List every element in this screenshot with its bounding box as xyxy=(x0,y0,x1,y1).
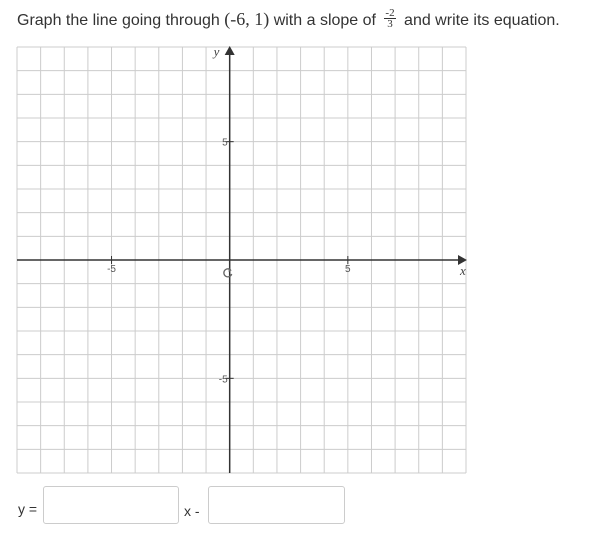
y-equals-label: y = xyxy=(18,501,38,517)
intercept-input[interactable] xyxy=(208,486,345,524)
prompt-text-after: and write its equation. xyxy=(399,12,560,29)
y-tick-label: -5 xyxy=(218,374,228,386)
x-axis-label: x xyxy=(460,263,466,278)
axes xyxy=(17,46,467,473)
slope-numerator: -2 xyxy=(385,7,395,20)
x-tick-label: 5 xyxy=(345,264,351,275)
y-axis-label: y xyxy=(213,44,220,59)
prompt-text-middle: with a slope of xyxy=(269,12,381,29)
reset-origin-icon[interactable] xyxy=(224,268,232,277)
y-tick-label: 5 xyxy=(222,137,228,149)
tick-labels xyxy=(107,44,466,385)
slope-input[interactable] xyxy=(43,486,179,524)
slope-denominator: 3 xyxy=(387,18,393,31)
x-minus-label: x - xyxy=(184,503,200,519)
prompt-text-before: Graph the line going through xyxy=(17,12,225,29)
given-point: (-6, 1) xyxy=(224,9,270,29)
x-tick-label: -5 xyxy=(107,264,116,275)
